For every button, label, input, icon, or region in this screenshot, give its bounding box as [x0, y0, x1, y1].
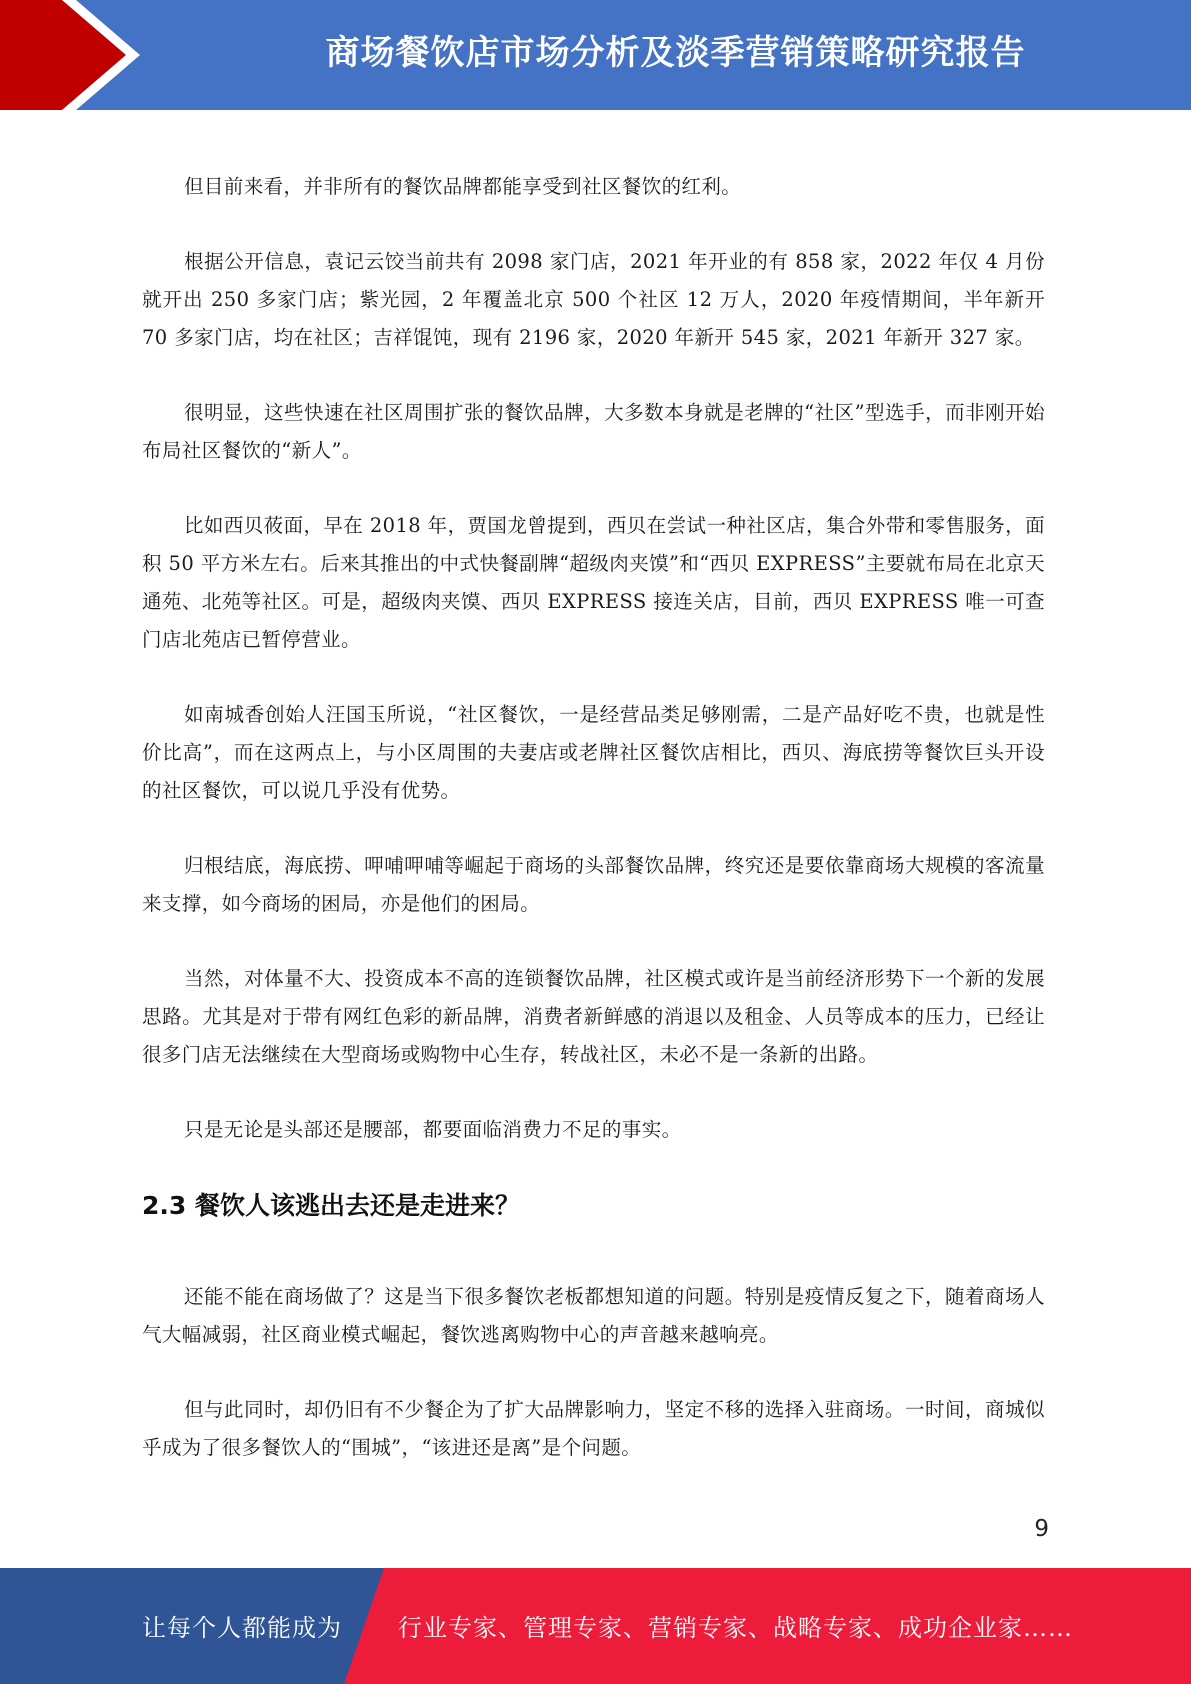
- paragraph: 但与此同时，却仍旧有不少餐企为了扩大品牌影响力，坚定不移的选择入驻商场。一时间，商城似乎成为了很多餐饮人的“围城”，“该进还是离”是个问题。: [142, 1398, 1045, 1459]
- report-title: 商场餐饮店市场分析及淡季营销策略研究报告: [325, 33, 1026, 73]
- paragraph: 归根结底，海底捞、呷哺呷哺等崛起于商场的头部餐饮品牌，终究还是要依靠商场大规模的客流量来支撑，如今商场的困局，亦是他们的困局。: [142, 854, 1045, 915]
- report-header-bar: [0, 0, 1191, 110]
- report-footer-banner: [0, 1568, 1191, 1684]
- paragraph: 但目前来看，并非所有的餐饮品牌都能享受到社区餐饮的红利。: [184, 175, 742, 198]
- page-number: 9: [1034, 1516, 1049, 1542]
- footer-slogan-right: 行业专家、管理专家、营销专家、战略专家、成功企业家……: [398, 1614, 1073, 1642]
- footer-slogan-left: 让每个人都能成为: [142, 1614, 342, 1642]
- paragraph: 还能不能在商场做了？这是当下很多餐饮老板都想知道的问题。特别是疫情反复之下，随着商场人气大幅减弱，社区商业模式崛起，餐饮逃离购物中心的声音越来越响亮。: [142, 1285, 1045, 1346]
- paragraph: 很明显，这些快速在社区周围扩张的餐饮品牌，大多数本身就是老牌的“社区”型选手，而非刚开始布局社区餐饮的“新人”。: [142, 401, 1045, 462]
- paragraph: 如南城香创始人汪国玉所说，“社区餐饮，一是经营品类足够刚需，二是产品好吃不贵，也就是性价比高”，而在这两点上，与小区周围的夫妻店或老牌社区餐饮店相比，西贝、海底捞等餐饮巨头开设的社区餐饮，可以说几乎没有优势。: [142, 703, 1045, 802]
- paragraph: 当然，对体量不大、投资成本不高的连锁餐饮品牌，社区模式或许是当前经济形势下一个新的发展思路。尤其是对于带有网红色彩的新品牌，消费者新鲜感的消退以及租金、人员等成本的压力，已经让很多门店无法继续在大型商场或购物中心生存，转战社区，未必不是一条新的出路。: [142, 967, 1045, 1066]
- section-heading: 2.3 餐饮人该逃出去还是走进来？: [142, 1191, 520, 1220]
- paragraph: 比如西贝莜面，早在 2018 年，贾国龙曾提到，西贝在尝试一种社区店，集合外带和零售服务，面积 50 平方米左右。后来其推出的中式快餐副牌“超级肉夹馍”和“西贝 EXPRESS”主要就布局在北京天通苑、北苑等社区。可是，超级肉夹馍、西贝 EXPRESS 接连关店，目前，西贝 EXPRESS 唯一可查门店北苑店已暂停营业。: [142, 514, 1045, 651]
- header-arrow-decoration: [0, 0, 160, 110]
- paragraph: 只是无论是头部还是腰部，都要面临消费力不足的事实。: [184, 1118, 682, 1141]
- page-content: [142, 168, 1045, 1504]
- paragraph: 根据公开信息，袁记云饺当前共有 2098 家门店，2021 年开业的有 858 家，2022 年仅 4 月份就开出 250 多家门店；紫光园，2 年覆盖北京 500 个社区 12 万人，2020 年疫情期间，半年新开 70 多家门店，均在社区；吉祥馄饨，现有 2196 家，2020 年新开 545 家，2021 年新开 327 家。: [142, 250, 1045, 349]
